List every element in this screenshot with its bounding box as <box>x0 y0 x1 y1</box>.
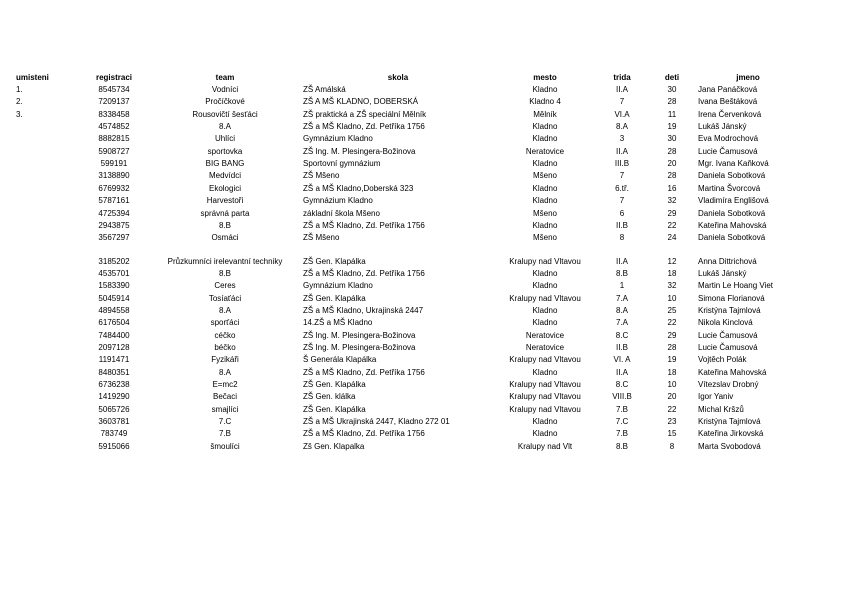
cell-registrace: 8882815 <box>98 134 130 144</box>
cell-mesto: Kladno <box>532 417 558 427</box>
cell-team: BIG BANG <box>205 159 245 169</box>
cell-registrace: 4894558 <box>98 305 130 315</box>
cell-mesto: Kladno 4 <box>529 97 561 107</box>
cell-jmeno: Lukáš Jánský <box>698 122 747 131</box>
cell-trida: 8 <box>619 233 625 243</box>
cell-skola: ZŠ a MŠ Kladno, Zd. Petříka 1756 <box>303 122 425 131</box>
cell-mesto: Kralupy nad Vlt <box>517 441 573 451</box>
cell-team: sportovka <box>207 146 243 156</box>
table-row <box>0 293 842 305</box>
table-row <box>0 195 842 207</box>
cell-team: 8.B <box>218 268 231 278</box>
cell-deti: 30 <box>667 134 677 144</box>
cell-mesto: Kladno <box>532 429 558 439</box>
cell-jmeno: Daniela Sobotková <box>698 208 766 218</box>
cell-jmeno: Lucie Čamusová <box>698 330 758 340</box>
cell-registrace: 5045914 <box>98 293 130 303</box>
cell-jmeno: Daniela Sobotková <box>698 171 766 181</box>
cell-jmeno: Ivana Beštáková <box>698 97 758 107</box>
cell-deti: 12 <box>667 256 677 266</box>
cell-jmeno: Mgr. Ivana Kaňková <box>698 159 769 169</box>
cell-registrace: 7209137 <box>98 97 130 107</box>
table-row <box>0 256 842 268</box>
cell-jmeno: Kristýna Tajmlová <box>698 305 761 315</box>
header-team: team <box>215 73 235 82</box>
cell-skola: ZŠ Mšeno <box>303 171 340 181</box>
cell-deti: 25 <box>667 305 677 315</box>
cell-mesto: Kladno <box>532 220 558 230</box>
cell-mesto: Kladno <box>532 281 558 291</box>
cell-deti: 20 <box>667 392 677 402</box>
table-row <box>0 342 842 354</box>
cell-trida: 8.A <box>615 305 628 315</box>
cell-team: Osmáci <box>211 233 239 243</box>
cell-skola: ZŠ Ing. M. Plesingera-Božinova <box>303 146 416 156</box>
cell-trida: 6 <box>619 208 625 218</box>
cell-team: 8.A <box>218 122 231 131</box>
cell-mesto: Kladno <box>532 85 558 94</box>
table-row <box>0 416 842 428</box>
cell-jmeno: Lukáš Jánský <box>698 268 747 278</box>
cell-deti: 32 <box>667 196 677 206</box>
cell-trida: 1 <box>619 281 625 291</box>
header-mesto: mesto <box>533 73 557 82</box>
table-row <box>0 317 842 329</box>
cell-registrace: 1419290 <box>98 392 130 402</box>
cell-deti: 10 <box>667 380 677 390</box>
cell-deti: 10 <box>667 293 677 303</box>
cell-mesto: Neratovice <box>525 343 565 352</box>
cell-skola: ZŠ a MŠ Kladno, Zd. Petříka 1756 <box>303 220 425 230</box>
table-row <box>0 183 842 195</box>
cell-jmeno: Daniela Sobotková <box>698 233 766 243</box>
cell-jmeno: Kateřina Mahovská <box>698 220 767 230</box>
cell-mesto: Mělník <box>533 109 557 119</box>
cell-team: béčko <box>214 343 236 352</box>
cell-trida: 7 <box>619 97 625 107</box>
cell-team: Vodníci <box>211 85 239 94</box>
cell-jmeno: Igor Yaniv <box>698 392 734 402</box>
table-row <box>0 391 842 403</box>
cell-mesto: Kladno <box>532 183 558 193</box>
cell-trida: II.A <box>615 367 628 377</box>
cell-deti: 29 <box>667 330 677 340</box>
cell-trida: 6.tř. <box>615 183 629 193</box>
cell-jmeno: Vítezslav Drobný <box>698 380 759 390</box>
cell-jmeno: Martina Švorcová <box>698 183 761 193</box>
cell-deti: 30 <box>667 85 677 94</box>
cell-trida: 8.B <box>615 441 628 451</box>
cell-mesto: Kladno <box>532 305 558 315</box>
cell-registrace: 4535701 <box>98 268 130 278</box>
cell-team: 8.B <box>218 220 231 230</box>
cell-skola: ZŠ Ing. M. Plesingera-Božinova <box>303 343 416 352</box>
header-registrace: registraci <box>95 73 133 82</box>
cell-team: Fyzikáři <box>211 355 239 365</box>
cell-deti: 18 <box>667 268 677 278</box>
cell-trida: 7.A <box>615 318 628 328</box>
table-row <box>0 121 842 133</box>
cell-registrace: 1191471 <box>98 355 130 365</box>
cell-jmeno: Eva Modrochová <box>698 134 759 144</box>
table-row <box>0 220 842 232</box>
cell-deti: 11 <box>667 109 677 119</box>
cell-deti: 19 <box>667 355 677 365</box>
cell-registrace: 599191 <box>100 159 128 169</box>
cell-skola: ZŠ a MŠ Kladno, Zd. Petříka 1756 <box>303 268 425 278</box>
cell-skola: ZŠ praktická a ZŠ speciální Mělník <box>303 109 427 119</box>
cell-registrace: 3567297 <box>98 233 130 243</box>
cell-skola: Gymnázium Kladno <box>303 196 373 206</box>
cell-trida: II.A <box>615 85 628 94</box>
cell-deti: 15 <box>667 429 677 439</box>
cell-deti: 28 <box>667 146 677 156</box>
cell-mesto: Kladno <box>532 159 558 169</box>
cell-mesto: Kralupy nad Vltavou <box>509 293 581 303</box>
cell-trida: 7.A <box>615 293 628 303</box>
cell-trida: 8.C <box>615 380 629 390</box>
cell-skola: ZŠ Mšeno <box>303 233 340 243</box>
cell-mesto: Kladno <box>532 268 558 278</box>
cell-trida: VI. A <box>613 355 631 365</box>
cell-trida: 8.B <box>615 268 628 278</box>
cell-deti: 22 <box>667 318 677 328</box>
cell-skola: ZŠ Gen. Klapálka <box>303 293 366 303</box>
cell-jmeno: Simona Florianová <box>698 293 765 303</box>
cell-trida: 7.B <box>615 429 628 439</box>
cell-team: 7.B <box>218 429 231 439</box>
table-row <box>0 305 842 317</box>
cell-mesto: Kladno <box>532 134 558 144</box>
cell-mesto: Kralupy nad Vltavou <box>509 380 581 390</box>
cell-mesto: Neratovice <box>525 146 565 156</box>
cell-team: Ekologici <box>208 183 241 193</box>
cell-registrace: 8480351 <box>98 367 130 377</box>
cell-trida: II.A <box>615 256 628 266</box>
cell-deti: 22 <box>667 220 677 230</box>
cell-mesto: Kladno <box>532 318 558 328</box>
cell-trida: 8.A <box>615 122 628 131</box>
cell-trida: 8.C <box>615 330 629 340</box>
cell-skola: ZŠ Gen. klálka <box>303 392 356 402</box>
cell-deti: 32 <box>667 281 677 291</box>
cell-team: Rousovičtí šesťáci <box>192 109 258 119</box>
cell-skola: ZŠ Ing. M. Plesingera-Božinova <box>303 330 416 340</box>
cell-jmeno: Jana Panáčková <box>698 85 758 94</box>
cell-jmeno: Kateřina Mahovská <box>698 367 767 377</box>
cell-mesto: Kralupy nad Vltavou <box>509 355 581 365</box>
table-row <box>0 109 842 121</box>
cell-skola: ZŠ a MŠ Kladno, Zd. Petříka 1756 <box>303 367 425 377</box>
cell-registrace: 7484400 <box>98 330 130 340</box>
cell-mesto: Kralupy nad Vltavou <box>509 404 581 414</box>
cell-registrace: 5065726 <box>98 404 130 414</box>
cell-mesto: Mšeno <box>532 233 557 243</box>
cell-mesto: Kladno <box>532 367 558 377</box>
cell-skola: ZŠ Amálská <box>303 85 346 94</box>
table-row <box>0 133 842 145</box>
cell-team: smajlíci <box>211 404 239 414</box>
cell-umisteni: 3. <box>16 109 23 119</box>
cell-registrace: 3185202 <box>98 256 130 266</box>
cell-team: céčko <box>214 330 236 340</box>
table-row <box>0 367 842 379</box>
cell-registrace: 1583390 <box>98 281 130 291</box>
cell-jmeno: Anna Dittrichová <box>698 256 757 266</box>
table-row <box>0 208 842 220</box>
cell-team: 8.A <box>218 367 231 377</box>
cell-trida: VI.A <box>614 109 630 119</box>
cell-registrace: 2943875 <box>98 220 130 230</box>
cell-registrace: 783749 <box>100 429 128 439</box>
header-skola: skola <box>387 73 409 82</box>
cell-jmeno: Lucie Čamusová <box>698 146 758 156</box>
header-row <box>0 72 842 84</box>
cell-skola: ZŠ a MŠ Kladno, Zd. Petříka 1756 <box>303 429 425 439</box>
cell-mesto: Kralupy nad Vltavou <box>509 256 581 266</box>
cell-registrace: 8338458 <box>98 109 130 119</box>
cell-jmeno: Marta Svobodová <box>698 441 761 451</box>
table-row <box>0 441 842 453</box>
cell-registrace: 4574852 <box>98 122 130 131</box>
cell-skola: Sportovní gymnázium <box>303 159 381 169</box>
cell-jmeno: Irena Červenková <box>698 109 762 119</box>
header-trida: trida <box>613 73 631 82</box>
table-row <box>0 146 842 158</box>
cell-mesto: Kladno <box>532 122 558 131</box>
cell-skola: ZŠ a MŠ Kladno,Doberská 323 <box>303 183 414 193</box>
cell-deti: 22 <box>667 404 677 414</box>
cell-trida: VIII.B <box>612 392 632 402</box>
cell-team: šmoulíci <box>210 441 240 451</box>
cell-trida: 7.B <box>615 404 628 414</box>
cell-trida: III.B <box>614 159 630 169</box>
cell-skola: 14.ZŠ a MŠ Kladno <box>303 318 373 328</box>
cell-jmeno: Kateřina Jirkovská <box>698 429 764 439</box>
header-deti: deti <box>664 73 680 82</box>
cell-trida: II.B <box>615 220 628 230</box>
cell-deti: 29 <box>667 208 677 218</box>
table-row <box>0 84 842 96</box>
cell-team: Harvestoři <box>206 196 244 206</box>
table-row <box>0 170 842 182</box>
cell-trida: II.A <box>615 146 628 156</box>
cell-deti: 16 <box>667 183 677 193</box>
cell-skola: Š Generála Klapálka <box>303 355 377 365</box>
cell-jmeno: Vladimíra Englišová <box>698 196 769 206</box>
cell-registrace: 2097128 <box>98 343 130 352</box>
cell-skola: Gymnázium Kladno <box>303 281 373 291</box>
cell-team: E=mc2 <box>212 380 238 390</box>
cell-jmeno: Nikola Kinclová <box>698 318 753 328</box>
header-umisteni: umisteni <box>16 73 49 82</box>
cell-deti: 28 <box>667 97 677 107</box>
cell-skola: ZŠ Gen. Klapálka <box>303 404 366 414</box>
cell-registrace: 4725394 <box>98 208 130 218</box>
header-jmeno: jmeno <box>736 73 760 82</box>
cell-registrace: 3138890 <box>98 171 130 181</box>
cell-registrace: 6769932 <box>98 183 130 193</box>
cell-registrace: 6736238 <box>98 380 130 390</box>
cell-deti: 8 <box>669 441 675 451</box>
cell-trida: 3 <box>619 134 625 144</box>
cell-registrace: 6176504 <box>98 318 130 328</box>
cell-deti: 24 <box>667 233 677 243</box>
cell-skola: ZŠ a MŠ Kladno, Ukrajinská 2447 <box>303 305 424 315</box>
cell-deti: 19 <box>667 122 677 131</box>
cell-team: sporťáci <box>210 318 240 328</box>
cell-trida: 7 <box>619 196 625 206</box>
cell-skola: Gymnázium Kladno <box>303 134 373 144</box>
cell-team: 8.A <box>218 305 231 315</box>
cell-team: Uhlíci <box>214 134 235 144</box>
table-row <box>0 268 842 280</box>
cell-registrace: 5787161 <box>98 196 130 206</box>
cell-skola: základní škola Mšeno <box>303 208 380 218</box>
cell-deti: 18 <box>667 367 677 377</box>
table-row <box>0 404 842 416</box>
cell-deti: 28 <box>667 171 677 181</box>
cell-umisteni: 2. <box>16 97 23 107</box>
cell-registrace: 5908727 <box>98 146 130 156</box>
table-row <box>0 379 842 391</box>
cell-skola: ZŠ A MŠ KLADNO, DOBERSKÁ <box>303 97 419 107</box>
cell-team: Průzkumníci irelevantní techniky <box>167 256 283 266</box>
cell-deti: 28 <box>667 343 677 352</box>
cell-trida: 7 <box>619 171 625 181</box>
cell-skola: ZŠ Gen. Klapálka <box>303 256 366 266</box>
cell-team: Bečaci <box>212 392 237 402</box>
cell-jmeno: Lucie Čamusová <box>698 343 758 352</box>
cell-registrace: 8545734 <box>98 85 130 94</box>
cell-team: Pročíčkové <box>205 97 245 107</box>
cell-umisteni: 1. <box>16 85 23 94</box>
cell-jmeno: Martin Le Hoang Viet <box>698 281 774 291</box>
cell-team: Medvídci <box>208 171 241 181</box>
cell-skola: ZŠ a MŠ Ukrajinská 2447, Kladno 272 01 <box>303 417 450 427</box>
cell-registrace: 3603781 <box>98 417 130 427</box>
table-row <box>0 232 842 244</box>
table-row <box>0 158 842 170</box>
cell-mesto: Kladno <box>532 196 558 206</box>
cell-skola: ZŠ Gen. Klapálka <box>303 380 366 390</box>
cell-mesto: Mšeno <box>532 208 557 218</box>
cell-jmeno: Vojtěch Polák <box>698 355 747 365</box>
table-row <box>0 280 842 292</box>
cell-mesto: Kralupy nad Vltavou <box>509 392 581 402</box>
cell-deti: 20 <box>667 159 677 169</box>
cell-team: správná parta <box>200 208 250 218</box>
cell-team: Ceres <box>214 281 236 291</box>
cell-mesto: Neratovice <box>525 330 565 340</box>
table-row <box>0 354 842 366</box>
cell-jmeno: Kristýna Tajmlová <box>698 417 761 427</box>
cell-jmeno: Michal Kršzů <box>698 404 744 414</box>
cell-trida: 7.C <box>615 417 629 427</box>
table-row <box>0 96 842 108</box>
cell-mesto: Mšeno <box>532 171 557 181</box>
table-row <box>0 330 842 342</box>
cell-registrace: 5915066 <box>98 441 130 451</box>
cell-skola: Zš Gen. Klapalka <box>303 441 365 451</box>
cell-team: 7.C <box>218 417 232 427</box>
cell-team: Tosíaťáci <box>208 293 242 303</box>
table-row <box>0 428 842 440</box>
cell-trida: II.B <box>615 343 628 352</box>
cell-deti: 23 <box>667 417 677 427</box>
